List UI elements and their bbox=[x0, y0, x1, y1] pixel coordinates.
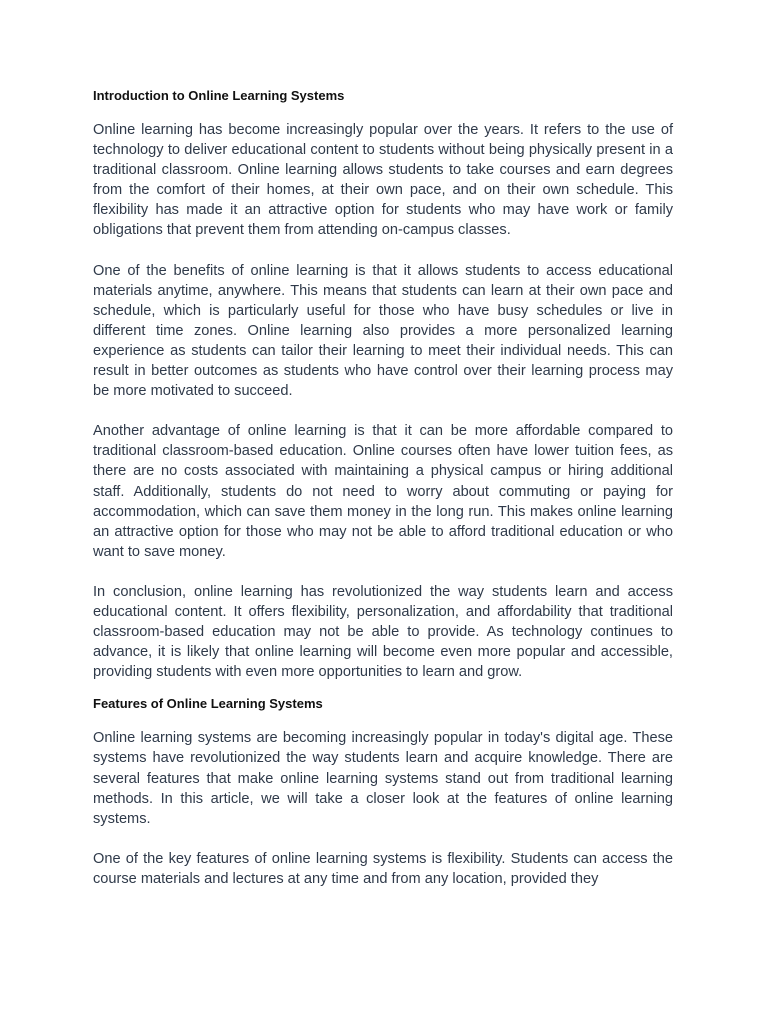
paragraph: One of the benefits of online learning is that it allows students to access educational materials anytime, anywhere. This means that students can learn at their own pace and schedule, which is particularly useful for those who have busy schedules or live in different time zones. Online learning also provides a more personalized learning experience as students can tailor their learning to meet their individual needs. This can result in better outcomes as students who have control over their learning process may be more motivated to succeed. bbox=[93, 262, 673, 400]
paragraph: Online learning has become increasingly popular over the years. It refers to the use of technology to deliver educational content to students without being physically present in a traditional classroom. Online learning allows students to take courses and earn degrees from the comfort of their homes, at their own pace, and on their own schedule. This flexibility has made it an attractive option for students who may have work or family obligations that prevent them from attending on-campus classes. bbox=[93, 122, 673, 239]
section-heading-features: Features of Online Learning Systems bbox=[93, 696, 323, 712]
paragraph: In conclusion, online learning has revolutionized the way students learn and access educational content. It offers flexibility, personalization, and affordability that traditional classroom-based education may not be able to provide. As technology continues to advance, it is likely that online learning will become even more popular and accessible, providing students with even more opportunities to learn and grow. bbox=[93, 583, 673, 681]
paragraph: One of the key features of online learning systems is flexibility. Students can access the course materials and lectures at any time and from any location, provided they bbox=[93, 850, 673, 887]
paragraph: Another advantage of online learning is that it can be more affordable compared to traditional classroom-based education. Online courses often have lower tuition fees, as there are no costs associated with maintaining a physical campus or hiring additional staff. Additionally, students do not need to worry about commuting or paying for accommodation, which can save them money in the long run. This makes online learning an attractive option for those who may not be able to afford traditional education or who want to save money. bbox=[93, 423, 673, 560]
section-heading-introduction: Introduction to Online Learning Systems bbox=[93, 88, 345, 103]
document-page bbox=[93, 86, 673, 889]
paragraph: Online learning systems are becoming increasingly popular in today's digital age. These systems have revolutionized the way students learn and acquire knowledge. There are several features that make online learning systems stand out from traditional learning methods. In this article, we will take a closer look at the features of online learning systems. bbox=[93, 730, 673, 827]
